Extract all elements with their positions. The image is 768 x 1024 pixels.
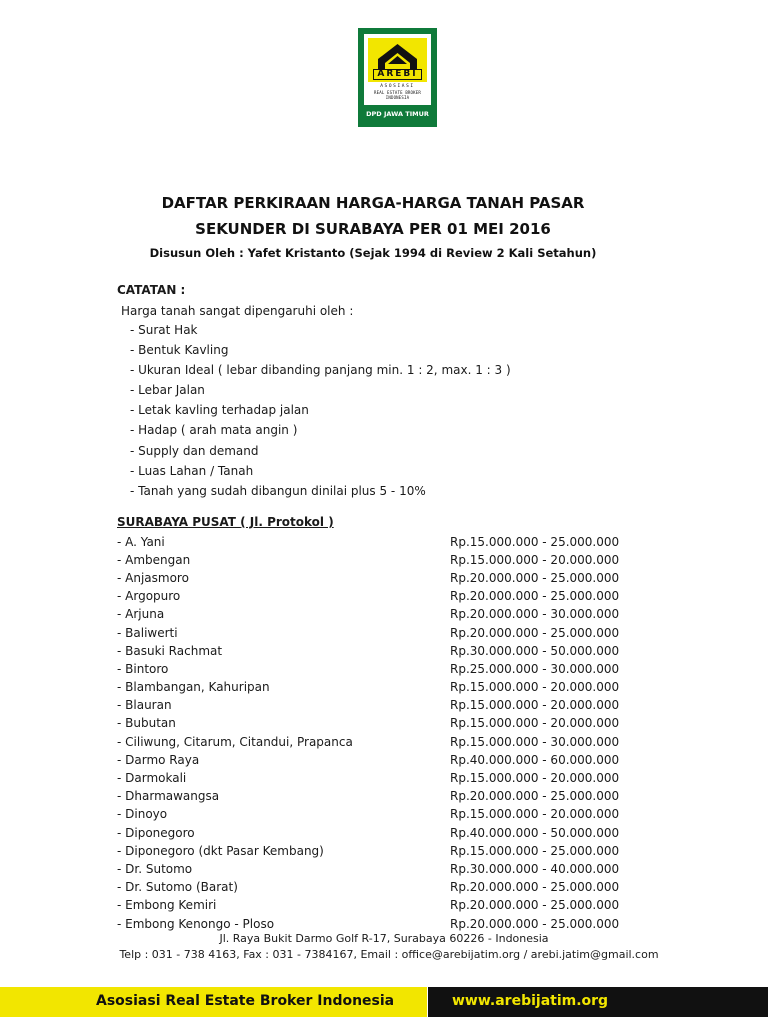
section-heading: SURABAYA PUSAT ( Jl. Protokol ) <box>117 515 334 529</box>
logo-panel <box>364 34 431 105</box>
street-name: - Blauran <box>117 698 172 713</box>
logo-caption-2a: REAL ESTATE BROKER <box>374 90 421 95</box>
footer-website-link[interactable]: www.arebijatim.org <box>452 993 609 1009</box>
street-name: - Darmokali <box>117 771 187 786</box>
logo-region: DPD JAWA TIMUR <box>366 110 429 118</box>
table-row <box>117 788 630 806</box>
table-row <box>117 624 630 642</box>
logo-caption-2b: INDONESIA <box>385 95 410 100</box>
street-name: - Diponegoro <box>117 825 195 840</box>
notes-list <box>130 321 511 502</box>
street-name: - Blambangan, Kahuripan <box>117 680 270 695</box>
table-row <box>117 533 630 551</box>
table-row <box>117 860 630 878</box>
footer-org-name: Asosiasi Real Estate Broker Indonesia <box>96 993 395 1009</box>
table-row <box>117 824 630 842</box>
price-table <box>117 533 630 933</box>
street-name: - Ciliwung, Citarum, Citandui, Prapanca <box>117 734 353 749</box>
street-name: - Arjuna <box>117 607 165 622</box>
price-range: Rp.15.000.000 - 20.000.000 <box>450 716 620 731</box>
price-range: Rp.15.000.000 - 20.000.000 <box>450 680 620 695</box>
page-title-line-1: DAFTAR PERKIRAAN HARGA-HARGA TANAH PASAR <box>161 194 585 212</box>
table-row <box>117 551 630 569</box>
street-name: - Argopuro <box>117 589 181 604</box>
street-name: - Ambengan <box>117 552 191 567</box>
street-name: - Dharmawangsa <box>117 789 220 804</box>
price-range: Rp.20.000.000 - 25.000.000 <box>450 789 620 804</box>
street-name: - Basuki Rachmat <box>117 643 223 658</box>
street-name: - Baliwerti <box>117 625 178 640</box>
note-item: - Lebar Jalan <box>130 383 205 398</box>
note-item: - Luas Lahan / Tanah <box>130 463 254 478</box>
arebi-logo <box>358 28 437 127</box>
table-row <box>117 897 630 915</box>
note-item: - Bentuk Kavling <box>130 343 229 358</box>
price-range: Rp.20.000.000 - 25.000.000 <box>450 880 620 895</box>
street-name: - Dr. Sutomo <box>117 861 193 876</box>
price-range: Rp.20.000.000 - 25.000.000 <box>450 589 620 604</box>
street-name: - Darmo Raya <box>117 752 200 767</box>
table-row <box>117 769 630 787</box>
table-row <box>117 679 630 697</box>
price-range: Rp.20.000.000 - 30.000.000 <box>450 607 620 622</box>
footer-contact: Telp : 031 - 738 4163, Fax : 031 - 7384167, Email : office@arebijatim.org / arebi.jatim@gmail.com <box>119 948 659 961</box>
price-range: Rp.25.000.000 - 30.000.000 <box>450 661 620 676</box>
street-name: - Embong Kenongo - Ploso <box>117 916 275 931</box>
street-name: - Diponegoro (dkt Pasar Kembang) <box>117 843 324 858</box>
street-name: - A. Yani <box>117 534 165 549</box>
table-row <box>117 806 630 824</box>
price-range: Rp.15.000.000 - 30.000.000 <box>450 734 620 749</box>
price-range: Rp.15.000.000 - 20.000.000 <box>450 698 620 713</box>
street-name: - Dinoyo <box>117 807 168 822</box>
notes-intro: Harga tanah sangat dipengaruhi oleh : <box>121 304 354 318</box>
table-row <box>117 751 630 769</box>
price-range: Rp.20.000.000 - 25.000.000 <box>450 898 620 913</box>
logo-wordmark: AREBI <box>373 69 422 80</box>
footer-bar-org <box>0 987 427 1017</box>
table-row <box>117 879 630 897</box>
street-name: - Anjasmoro <box>117 570 189 585</box>
table-row <box>117 588 630 606</box>
table-row <box>117 715 630 733</box>
footer-address: Jl. Raya Bukit Darmo Golf R-17, Surabaya 60226 - Indonesia <box>219 932 549 945</box>
table-row <box>117 842 630 860</box>
page-subtitle: Disusun Oleh : Yafet Kristanto (Sejak 1994 di Review 2 Kali Setahun) <box>149 246 597 260</box>
table-row <box>117 569 630 587</box>
street-name: - Embong Kemiri <box>117 898 217 913</box>
notes-heading: CATATAN : <box>117 283 186 297</box>
price-range: Rp.15.000.000 - 20.000.000 <box>450 552 620 567</box>
note-item: - Hadap ( arah mata angin ) <box>130 423 298 438</box>
table-row <box>117 733 630 751</box>
table-row <box>117 915 630 933</box>
street-name: - Bintoro <box>117 661 169 676</box>
logo-emblem <box>368 38 427 82</box>
note-item: - Supply dan demand <box>130 443 259 458</box>
table-row <box>117 697 630 715</box>
price-range: Rp.20.000.000 - 25.000.000 <box>450 570 620 585</box>
page-title-line-2: SEKUNDER DI SURABAYA PER 01 MEI 2016 <box>195 220 551 238</box>
footer-bar-web <box>428 987 768 1017</box>
table-row <box>117 660 630 678</box>
table-row <box>117 642 630 660</box>
logo-caption-2 <box>366 90 429 100</box>
note-item: - Ukuran Ideal ( lebar dibanding panjang min. 1 : 2, max. 1 : 3 ) <box>130 363 511 378</box>
price-range: Rp.20.000.000 - 25.000.000 <box>450 625 620 640</box>
street-name: - Bubutan <box>117 716 176 731</box>
price-range: Rp.30.000.000 - 40.000.000 <box>450 861 620 876</box>
table-row <box>117 606 630 624</box>
note-item: - Letak kavling terhadap jalan <box>130 403 309 418</box>
price-range: Rp.15.000.000 - 20.000.000 <box>450 807 620 822</box>
logo-caption-1: ASOSIASI <box>380 84 415 89</box>
price-range: Rp.15.000.000 - 25.000.000 <box>450 534 620 549</box>
house-roof-icon <box>377 43 418 69</box>
price-range: Rp.40.000.000 - 60.000.000 <box>450 752 620 767</box>
price-range: Rp.15.000.000 - 25.000.000 <box>450 843 620 858</box>
price-range: Rp.30.000.000 - 50.000.000 <box>450 643 620 658</box>
price-range: Rp.40.000.000 - 50.000.000 <box>450 825 620 840</box>
street-name: - Dr. Sutomo (Barat) <box>117 880 238 895</box>
note-item: - Surat Hak <box>130 323 198 337</box>
price-range: Rp.15.000.000 - 20.000.000 <box>450 771 620 786</box>
price-range: Rp.20.000.000 - 25.000.000 <box>450 916 620 931</box>
note-item: - Tanah yang sudah dibangun dinilai plus 5 - 10% <box>130 483 426 498</box>
